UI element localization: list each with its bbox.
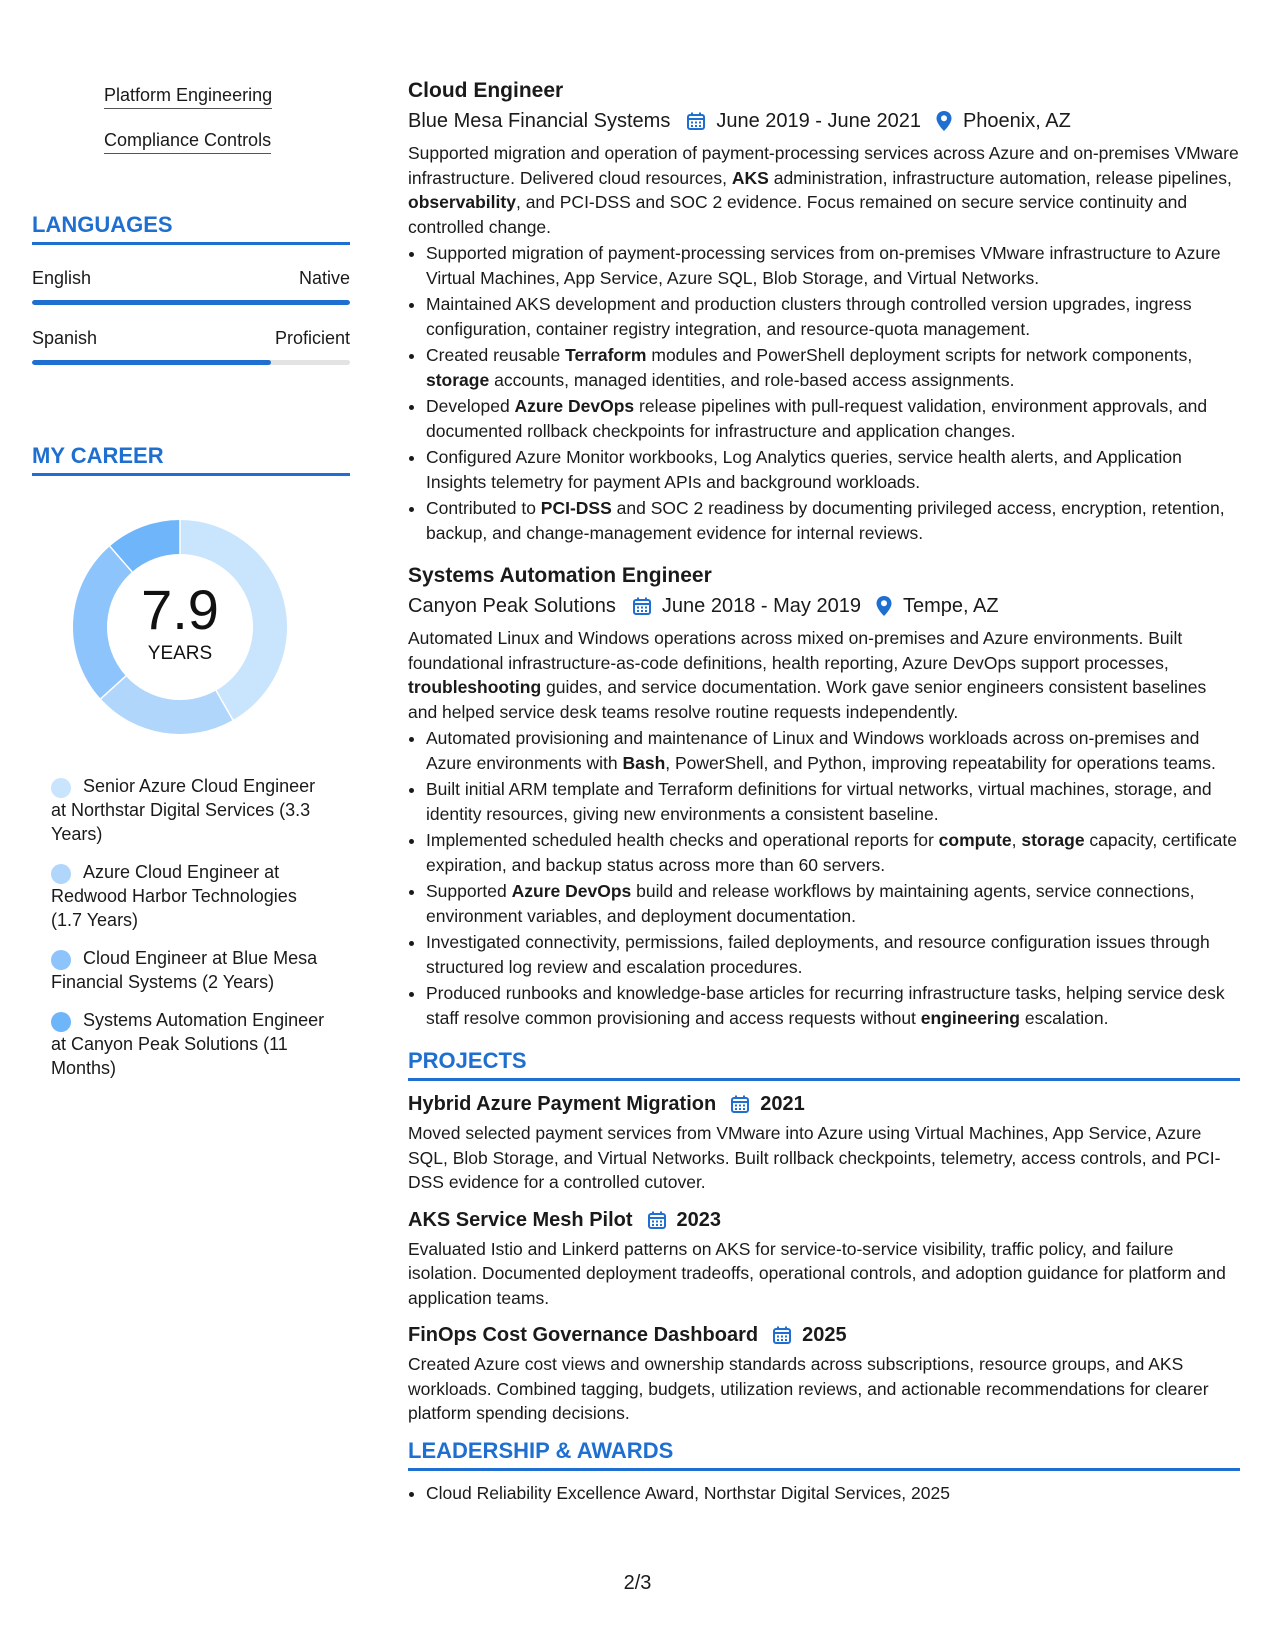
job-company: Canyon Peak Solutions — [408, 595, 616, 617]
career-donut-slice — [101, 676, 233, 734]
career-section — [32, 443, 350, 1080]
job-meta — [408, 592, 1240, 620]
job-bullet: • Created reusable Terraform modules and PowerShell deployment scripts for network components, storage accounts, managed identities, and role-based access assignments. — [426, 343, 1240, 392]
language-row — [32, 327, 350, 349]
job-dates: June 2019 - June 2021 — [716, 110, 921, 132]
career-legend-dot — [51, 864, 71, 884]
job-bullet: • Produced runbooks and knowledge-base articles for recurring infrastructure tasks, helping service desk staff resolve common provisioning and access requests without engineering escalation. — [426, 981, 1240, 1030]
awards-heading: LEADERSHIP & AWARDS — [408, 1438, 1240, 1471]
skill-tag: Platform Engineering — [104, 84, 272, 109]
projects-heading: PROJECTS — [408, 1048, 1240, 1081]
awards-section — [408, 1438, 1240, 1505]
job-meta — [408, 107, 1240, 135]
emphasis-text: compute — [938, 830, 1012, 850]
emphasis-text: troubleshooting — [408, 677, 542, 697]
map-pin-icon — [875, 595, 893, 617]
job-company: Blue Mesa Financial Systems — [408, 110, 671, 132]
career-heading: MY CAREER — [32, 443, 350, 476]
job-bullet: • Contributed to PCI-DSS and SOC 2 readiness by documenting privileged access, encryption, retention, backup, and change-management evidence for internal reviews. — [426, 496, 1240, 545]
calendar-icon — [647, 1210, 667, 1230]
project-name: AKS Service Mesh Pilot — [408, 1208, 633, 1231]
career-legend-label: Azure Cloud Engineer at Redwood Harbor Technologies (1.7 Years) — [51, 862, 297, 930]
languages-heading: LANGUAGES — [32, 212, 350, 245]
job-bullet: • Investigated connectivity, permissions, failed deployments, and resource configuration issues through structured log review and escalation procedures. — [426, 930, 1240, 979]
main-content — [408, 78, 1240, 1505]
career-legend-item — [51, 860, 326, 932]
emphasis-text: Terraform — [565, 345, 647, 365]
job-location: Phoenix, AZ — [962, 110, 1071, 132]
calendar-icon — [772, 1325, 792, 1345]
emphasis-text: AKS — [731, 167, 769, 188]
project-header — [408, 1091, 1240, 1117]
emphasis-text: PCI-DSS — [540, 498, 612, 518]
language-proficiency-fill — [32, 300, 350, 305]
emphasis-text: Bash — [622, 752, 666, 773]
skills-list — [32, 84, 350, 154]
language-row — [32, 267, 350, 289]
language-level: Proficient — [274, 328, 350, 348]
career-legend-label: Senior Azure Cloud Engineer at Northstar Digital Services (3.3 Years) — [51, 776, 316, 844]
project-description: Evaluated Istio and Linkerd patterns on AKS for service-to-service visibility, traffic policy, and failure isolation. Documented deployment tradeoffs, operational controls, and adoption guidance for platform and application teams. — [408, 1238, 1226, 1308]
sidebar — [32, 84, 350, 1094]
project-entry — [408, 1322, 1240, 1426]
emphasis-text: engineering — [920, 1007, 1020, 1028]
emphasis-text: observability — [408, 192, 516, 212]
emphasis-text: storage — [1021, 830, 1085, 850]
project-entry — [408, 1091, 1240, 1195]
job-bullet: • Configured Azure Monitor workbooks, Log Analytics queries, service health alerts, and Application Insights telemetry for payment APIs and background workloads. — [426, 445, 1240, 494]
career-legend-item — [51, 1008, 326, 1080]
career-legend-label: Cloud Engineer at Blue Mesa Financial Systems (2 Years) — [51, 948, 318, 992]
project-entry — [408, 1207, 1240, 1311]
career-legend-label: Systems Automation Engineer at Canyon Peak Solutions (11 Months) — [51, 1010, 325, 1078]
career-legend-item — [51, 946, 326, 994]
career-total-years: 7.9 — [141, 578, 219, 641]
job-description: Supported migration and operation of payment-processing services across Azure and on-premises VMware infrastructure. Delivered cloud resources, AKS administration, infrastructure automation, release pipelines, observability, and PCI-DSS and SOC 2 evidence. Focus remained on secure service continuity and controlled change. — [408, 143, 1239, 237]
awards-list — [408, 1481, 1240, 1505]
job-bullet: • Built initial ARM template and Terraform definitions for virtual networks, virtual machines, storage, and identity resources, giving new environments a consistent baseline. — [426, 777, 1240, 826]
language-proficiency-bar — [32, 360, 350, 365]
project-year: 2021 — [760, 1093, 805, 1115]
career-legend — [51, 774, 326, 1080]
project-description: Moved selected payment services from VMware into Azure using Virtual Machines, App Service, Azure SQL, Blob Storage, and Virtual Networks. Built rollback checkpoints, telemetry, access controls, and PCI-DSS evidence for a controlled cutover. — [408, 1123, 1221, 1192]
project-header — [408, 1207, 1240, 1233]
job-title: Systems Automation Engineer — [408, 564, 712, 587]
language-name: English — [32, 268, 92, 288]
language-item — [32, 267, 350, 305]
career-legend-dot — [51, 778, 71, 798]
job-bullets — [408, 241, 1240, 545]
career-legend-item — [51, 774, 326, 846]
emphasis-text: Azure DevOps — [514, 396, 635, 416]
project-name: FinOps Cost Governance Dashboard — [408, 1324, 759, 1346]
job-entry — [408, 563, 1240, 1030]
project-description: Created Azure cost views and ownership standards across subscriptions, resource groups, and AKS workloads. Combined tagging, budgets, utilization reviews, and actionable recommendations for clearer platform spending decisions. — [408, 1354, 1209, 1423]
projects-section — [408, 1048, 1240, 1426]
project-header — [408, 1322, 1240, 1348]
projects-list — [408, 1091, 1240, 1426]
job-title: Cloud Engineer — [408, 79, 564, 102]
career-legend-dot — [51, 1012, 71, 1032]
skill-tag: Compliance Controls — [104, 129, 271, 154]
job-bullet: • Implemented scheduled health checks and operational reports for compute, storage capacity, certificate expiration, and backup status across more than 60 servers. — [426, 828, 1240, 877]
job-dates: June 2018 - May 2019 — [661, 595, 861, 617]
project-name: Hybrid Azure Payment Migration — [408, 1093, 717, 1115]
calendar-icon — [730, 1094, 750, 1114]
job-bullet: • Maintained AKS development and production clusters through controlled version upgrades, ingress configuration, container registry integration, and resource-quota management. — [426, 292, 1240, 341]
language-item — [32, 327, 350, 365]
emphasis-text: Azure DevOps — [511, 881, 632, 901]
job-entry — [408, 78, 1240, 545]
languages-section — [32, 212, 350, 365]
language-proficiency-fill — [32, 360, 271, 365]
map-pin-icon — [935, 110, 953, 132]
calendar-icon — [632, 596, 652, 616]
emphasis-text: storage — [426, 369, 490, 390]
project-year: 2025 — [802, 1324, 847, 1346]
job-bullet: • Supported migration of payment-processing services from on-premises VMware infrastructure to Azure Virtual Machines, App Service, Azure SQL, Blob Storage, and Virtual Networks. — [426, 241, 1240, 290]
career-donut-chart — [65, 512, 295, 742]
job-bullet: • Automated provisioning and maintenance of Linux and Windows workloads across on-premises and Azure environments with Bash, PowerShell, and Python, improving repeatability for operations teams. — [426, 726, 1240, 775]
career-legend-dot — [51, 950, 71, 970]
award-item: • Cloud Reliability Excellence Award, Northstar Digital Services, 2025 — [426, 1481, 1240, 1505]
job-bullet: • Supported Azure DevOps build and release workflows by maintaining agents, service connections, environment variables, and deployment documentation. — [426, 879, 1240, 928]
job-description: Automated Linux and Windows operations across mixed on-premises and Azure environments. Built foundational infrastructure-as-code definitions, health reporting, Azure DevOps support processes, troubleshooting guides, and service documentation. Work gave senior engineers consistent baselines and helped service desk teams resolve routine requests independently. — [408, 628, 1207, 722]
job-location: Tempe, AZ — [902, 595, 999, 617]
job-bullets — [408, 726, 1240, 1030]
language-name: Spanish — [32, 328, 98, 348]
language-level: Native — [298, 268, 350, 288]
languages-list — [32, 267, 350, 365]
language-proficiency-bar — [32, 300, 350, 305]
page-number: 2/3 — [623, 1572, 652, 1594]
project-year: 2023 — [676, 1208, 722, 1231]
job-bullet: • Developed Azure DevOps release pipelines with pull-request validation, environment approvals, and documented rollback checkpoints for infrastructure and application changes. — [426, 394, 1240, 443]
experience-list — [408, 78, 1240, 1030]
calendar-icon — [686, 111, 706, 131]
career-total-unit: YEARS — [147, 643, 213, 664]
